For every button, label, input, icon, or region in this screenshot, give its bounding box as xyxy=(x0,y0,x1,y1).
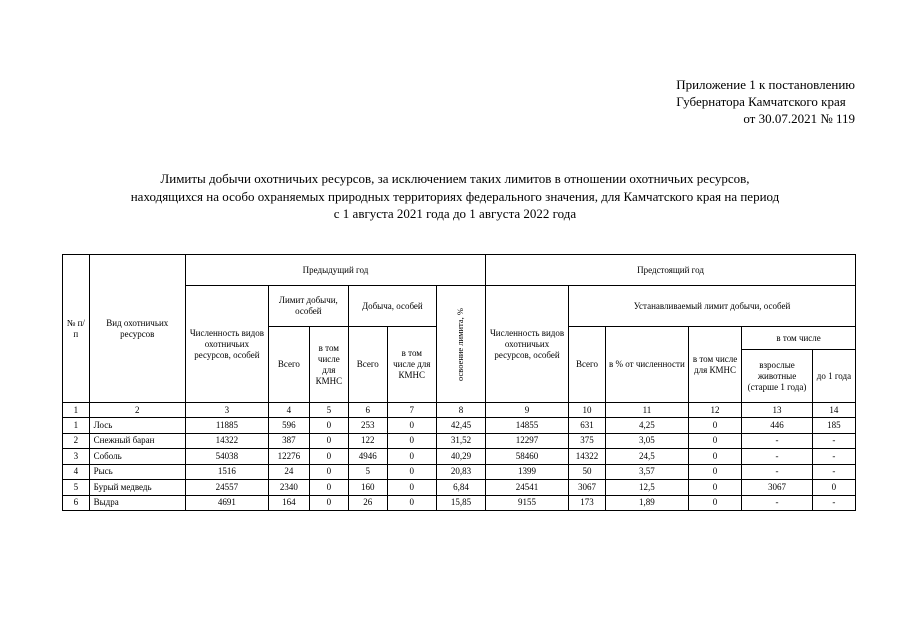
document-title xyxy=(40,170,870,223)
header-prev-limit: Лимит добычи, особей xyxy=(268,286,348,327)
pct-of-population-cell: 12,5 xyxy=(605,480,688,496)
index-cell: 11 xyxy=(605,403,688,418)
prev-population-cell: 14322 xyxy=(185,433,268,449)
next-population-cell: 58460 xyxy=(486,449,569,465)
prev-limit-total-cell: 596 xyxy=(268,418,309,434)
index-cell: 6 xyxy=(348,403,387,418)
table-row xyxy=(63,495,856,511)
table-row xyxy=(63,449,856,465)
under-one-limit-cell: - xyxy=(812,449,855,465)
harvest-kmns-cell: 0 xyxy=(387,464,436,480)
harvest-total-cell: 26 xyxy=(348,495,387,511)
table-body xyxy=(63,418,856,511)
header-including: в том числе xyxy=(742,327,856,350)
row-num-cell: 2 xyxy=(63,433,90,449)
row-num-cell: 5 xyxy=(63,480,90,496)
prev-population-cell: 1516 xyxy=(185,464,268,480)
next-limit-kmns-cell: 0 xyxy=(688,449,741,465)
appendix-line-3: от 30.07.2021 № 119 xyxy=(743,111,855,126)
harvest-kmns-cell: 0 xyxy=(387,480,436,496)
header-prev-limit-total: Всего xyxy=(268,327,309,403)
index-cell: 2 xyxy=(89,403,185,418)
adults-limit-cell: - xyxy=(742,433,813,449)
index-cell: 7 xyxy=(387,403,436,418)
next-population-cell: 14855 xyxy=(486,418,569,434)
next-limit-total-cell: 3067 xyxy=(569,480,606,496)
next-limit-total-cell: 50 xyxy=(569,464,606,480)
index-cell: 3 xyxy=(185,403,268,418)
species-name-cell: Выдра xyxy=(89,495,185,511)
next-limit-kmns-cell: 0 xyxy=(688,480,741,496)
prev-limit-total-cell: 387 xyxy=(268,433,309,449)
header-limit-usage: освоение лимита, % xyxy=(436,286,485,403)
harvest-kmns-cell: 0 xyxy=(387,433,436,449)
index-cell: 14 xyxy=(812,403,855,418)
under-one-limit-cell: - xyxy=(812,464,855,480)
index-cell: 8 xyxy=(436,403,485,418)
row-num-cell: 3 xyxy=(63,449,90,465)
header-harvest-total: Всего xyxy=(348,327,387,403)
limit-usage-cell: 31,52 xyxy=(436,433,485,449)
harvest-total-cell: 4946 xyxy=(348,449,387,465)
table-row xyxy=(63,418,856,434)
index-cell: 5 xyxy=(309,403,348,418)
title-line-3: с 1 августа 2021 года до 1 августа 2022 года xyxy=(333,206,577,221)
harvest-total-cell: 5 xyxy=(348,464,387,480)
pct-of-population-cell: 4,25 xyxy=(605,418,688,434)
table-row xyxy=(63,480,856,496)
adults-limit-cell: 446 xyxy=(742,418,813,434)
header-prev-population: Численность видов охотничьих ресурсов, особей xyxy=(185,286,268,403)
header-pct-population: в % от численности xyxy=(605,327,688,403)
prev-population-cell: 4691 xyxy=(185,495,268,511)
index-cell: 10 xyxy=(569,403,606,418)
pct-of-population-cell: 1,89 xyxy=(605,495,688,511)
title-line-2: находящихся на особо охраняемых природных территориях федерального значения, для Камчатского края на период xyxy=(130,188,780,204)
prev-limit-kmns-cell: 0 xyxy=(309,495,348,511)
limit-usage-cell: 20,83 xyxy=(436,464,485,480)
adults-limit-cell: - xyxy=(742,449,813,465)
harvest-kmns-cell: 0 xyxy=(387,418,436,434)
index-cell: 13 xyxy=(742,403,813,418)
next-limit-kmns-cell: 0 xyxy=(688,464,741,480)
next-population-cell: 12297 xyxy=(486,433,569,449)
table-row xyxy=(63,433,856,449)
harvest-total-cell: 160 xyxy=(348,480,387,496)
prev-limit-kmns-cell: 0 xyxy=(309,418,348,434)
harvest-total-cell: 253 xyxy=(348,418,387,434)
species-name-cell: Рысь xyxy=(89,464,185,480)
prev-limit-kmns-cell: 0 xyxy=(309,464,348,480)
header-next-year: Предстоящий год xyxy=(486,255,856,286)
prev-population-cell: 11885 xyxy=(185,418,268,434)
prev-limit-total-cell: 12276 xyxy=(268,449,309,465)
pct-of-population-cell: 3,05 xyxy=(605,433,688,449)
header-harvest-kmns: в том числе для КМНС xyxy=(387,327,436,403)
header-prev-year: Предыдущий год xyxy=(185,255,485,286)
next-limit-total-cell: 375 xyxy=(569,433,606,449)
index-cell: 12 xyxy=(688,403,741,418)
row-num-cell: 1 xyxy=(63,418,90,434)
prev-limit-kmns-cell: 0 xyxy=(309,449,348,465)
prev-limit-total-cell: 164 xyxy=(268,495,309,511)
title-line-1: Лимиты добычи охотничьих ресурсов, за исключением таких лимитов в отношении охотничьих ресурсов, xyxy=(160,171,750,186)
next-population-cell: 9155 xyxy=(486,495,569,511)
species-name-cell: Лось xyxy=(89,418,185,434)
species-name-cell: Соболь xyxy=(89,449,185,465)
next-limit-total-cell: 631 xyxy=(569,418,606,434)
adults-limit-cell: 3067 xyxy=(742,480,813,496)
next-population-cell: 1399 xyxy=(486,464,569,480)
header-next-limit: Устанавливаемый лимит добычи, особей xyxy=(569,286,856,327)
appendix-line-1: Приложение 1 к постановлению xyxy=(676,77,855,92)
pct-of-population-cell: 3,57 xyxy=(605,464,688,480)
header-next-kmns: в том числе для КМНС xyxy=(688,327,741,403)
under-one-limit-cell: - xyxy=(812,495,855,511)
appendix-header xyxy=(676,76,855,127)
under-one-limit-cell: 0 xyxy=(812,480,855,496)
harvest-total-cell: 122 xyxy=(348,433,387,449)
header-prev-harvest: Добыча, особей xyxy=(348,286,436,327)
harvest-kmns-cell: 0 xyxy=(387,495,436,511)
appendix-line-2: Губернатора Камчатского края xyxy=(676,94,846,109)
header-next-population: Численность видов охотничьих ресурсов, особей xyxy=(486,286,569,403)
next-limit-kmns-cell: 0 xyxy=(688,418,741,434)
prev-population-cell: 24557 xyxy=(185,480,268,496)
prev-limit-total-cell: 2340 xyxy=(268,480,309,496)
next-limit-kmns-cell: 0 xyxy=(688,495,741,511)
limit-usage-cell: 42,45 xyxy=(436,418,485,434)
limit-usage-cell: 15,85 xyxy=(436,495,485,511)
header-next-total: Всего xyxy=(569,327,606,403)
next-limit-total-cell: 173 xyxy=(569,495,606,511)
row-num-cell: 4 xyxy=(63,464,90,480)
table-row xyxy=(63,464,856,480)
species-name-cell: Снежный баран xyxy=(89,433,185,449)
prev-limit-kmns-cell: 0 xyxy=(309,433,348,449)
prev-limit-kmns-cell: 0 xyxy=(309,480,348,496)
index-row xyxy=(63,403,856,418)
header-prev-limit-kmns: в том числе для КМНС xyxy=(309,327,348,403)
limits-table xyxy=(62,254,856,511)
prev-population-cell: 54038 xyxy=(185,449,268,465)
index-cell: 4 xyxy=(268,403,309,418)
next-limit-total-cell: 14322 xyxy=(569,449,606,465)
index-cell: 1 xyxy=(63,403,90,418)
header-species: Вид охотничьих ресурсов xyxy=(89,255,185,403)
under-one-limit-cell: - xyxy=(812,433,855,449)
header-adults: взрослые животные (старше 1 года) xyxy=(742,350,813,403)
prev-limit-total-cell: 24 xyxy=(268,464,309,480)
limit-usage-cell: 6,84 xyxy=(436,480,485,496)
harvest-kmns-cell: 0 xyxy=(387,449,436,465)
header-under-one: до 1 года xyxy=(812,350,855,403)
species-name-cell: Бурый медведь xyxy=(89,480,185,496)
adults-limit-cell: - xyxy=(742,495,813,511)
limit-usage-cell: 40,29 xyxy=(436,449,485,465)
header-num: № п/п xyxy=(63,255,90,403)
next-population-cell: 24541 xyxy=(486,480,569,496)
adults-limit-cell: - xyxy=(742,464,813,480)
next-limit-kmns-cell: 0 xyxy=(688,433,741,449)
pct-of-population-cell: 24,5 xyxy=(605,449,688,465)
under-one-limit-cell: 185 xyxy=(812,418,855,434)
index-cell: 9 xyxy=(486,403,569,418)
row-num-cell: 6 xyxy=(63,495,90,511)
